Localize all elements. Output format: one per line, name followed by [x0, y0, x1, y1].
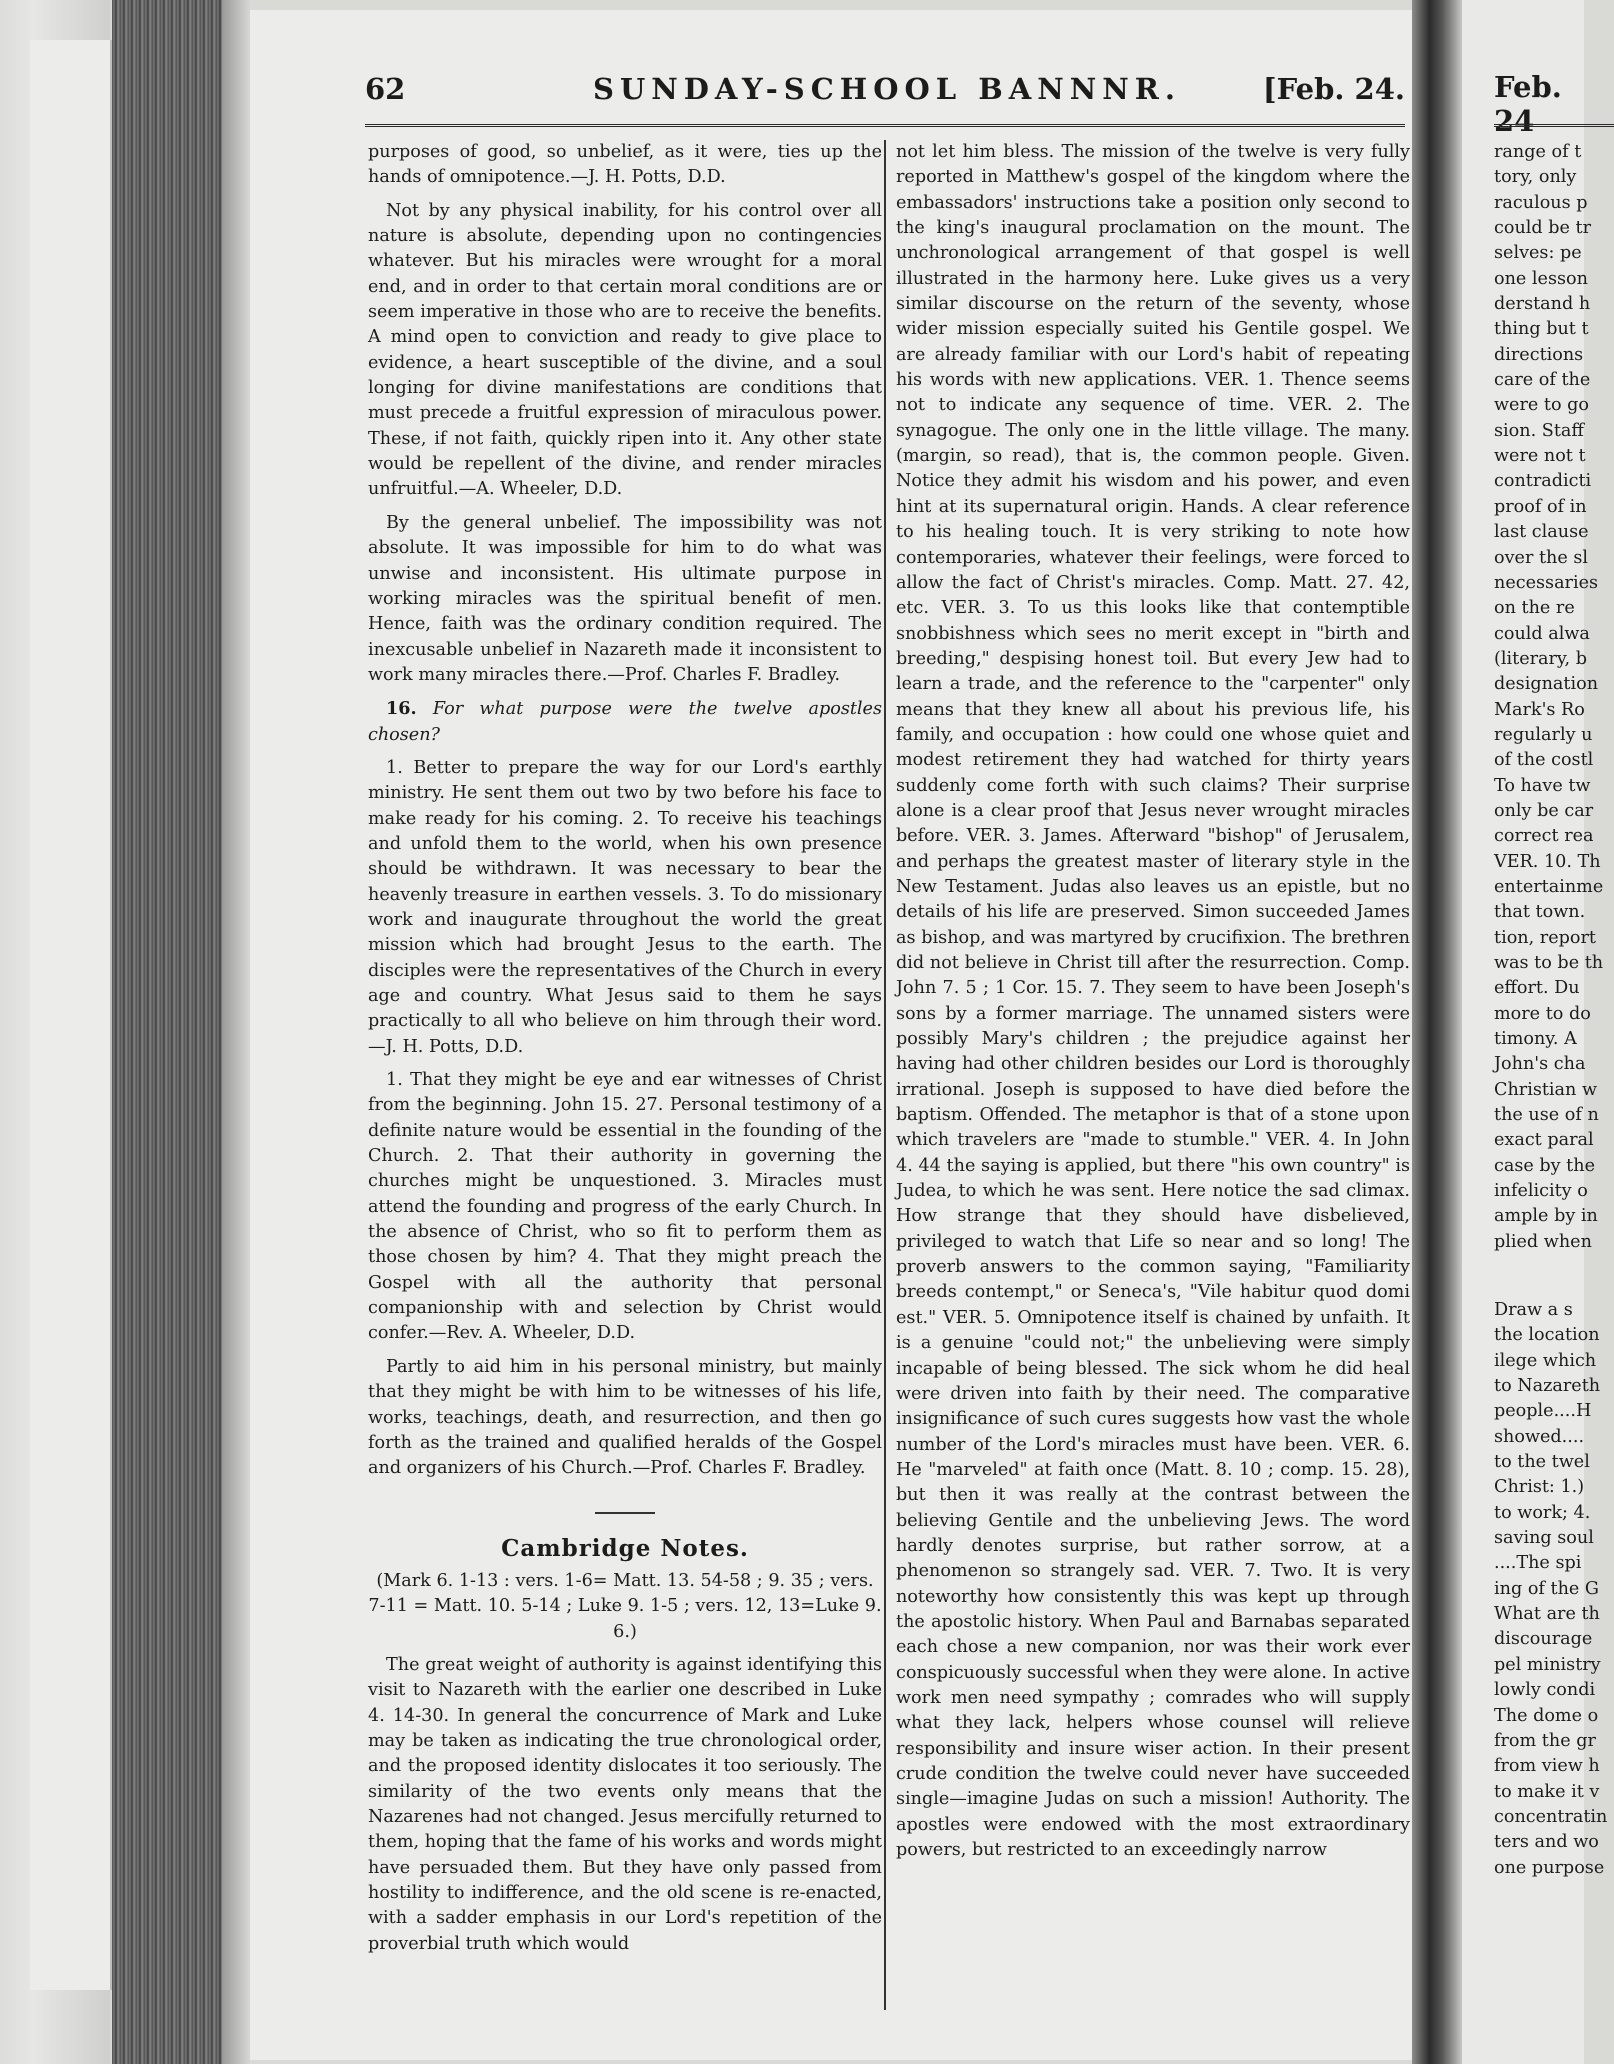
facing-page-line: on the re [1494, 598, 1575, 619]
section-heading: Cambridge Notes. [501, 1534, 749, 1562]
facing-page-line: over the sl [1494, 547, 1589, 568]
facing-page-line: showed.... [1494, 1426, 1585, 1447]
facing-page-line: only be car [1494, 800, 1594, 821]
facing-page-line: lowly condi [1494, 1680, 1596, 1701]
facing-page-line: correct rea [1494, 826, 1594, 847]
facing-page-line: that town. [1494, 902, 1586, 923]
facing-page-line: one lesson [1494, 268, 1588, 289]
facing-page-line: ters and wo [1494, 1832, 1599, 1853]
facing-page-line: to the twel [1494, 1452, 1590, 1473]
scripture-references: (Mark 6. 1-13 : vers. 1-6= Matt. 13. 54-58 ; 9. 35 ; vers. 7-11 = Matt. 10. 5-14 ; Luke 9. 1-5 ; vers. 12, 13=Luke 9. 6.) [368, 1570, 882, 1642]
paragraph: The great weight of authority is against identifying this visit to Nazareth with the earlier one described in Luke 4. 14-30. In general the concurrence of Mark and Luke may be taken as indicating the true chronological order, and the proposed identity dislocates it too seriously. The similarity of the two events only means that the Nazarenes had not changed. Jesus mercifully returned to them, hoping that the fame of his works and words might have persuaded them. But they have only passed from hostility to indifference, and the old scene is re-enacted, with a sadder emphasis in our Lord's repetition of the proverbial truth which would [368, 1654, 882, 1954]
facing-page-text-top [1494, 140, 1614, 1255]
right-column [896, 140, 1410, 2015]
facing-page-line: from the gr [1494, 1730, 1596, 1751]
facing-page-line: exact paral [1494, 1130, 1594, 1151]
facing-page-line: Mark's Ro [1494, 699, 1585, 720]
facing-page-line: the location [1494, 1325, 1600, 1346]
facing-page-line: care of the [1494, 370, 1591, 391]
facing-page-line: to Nazareth [1494, 1376, 1601, 1397]
facing-page-line: could alwa [1494, 623, 1590, 644]
facing-page-line: discourage [1494, 1629, 1593, 1650]
scanner-edge [30, 40, 112, 1990]
question-number: 16. [386, 698, 417, 720]
column-divider [884, 140, 886, 2010]
facing-page-line: people....H [1494, 1401, 1592, 1422]
facing-page-line: range of t [1494, 142, 1582, 162]
facing-page-line: proof of in [1494, 496, 1587, 517]
left-column [368, 140, 882, 2015]
facing-page-line: plied when [1494, 1231, 1592, 1252]
facing-page-line: The dome o [1494, 1705, 1599, 1726]
facing-page-line: could be tr [1494, 218, 1592, 239]
facing-page-line: John's cha [1494, 1054, 1586, 1075]
facing-page-line: the use of n [1494, 1105, 1599, 1126]
facing-page-line: Draw a s [1494, 1300, 1573, 1320]
facing-page-line: to work; 4. [1494, 1502, 1591, 1523]
facing-page-line: raculous p [1494, 192, 1588, 213]
facing-page-line: one purpose [1494, 1857, 1605, 1878]
facing-page-line: ....The spi [1494, 1553, 1582, 1574]
paragraph: 1. Better to prepare the way for our Lord's earthly ministry. He sent them out two by two before his face to make ready for his coming. 2. To receive his teachings and unfold them to the world, when his own presence should be withdrawn. It was necessary to bear the heavenly treasure in earthen vessels. 3. To do missionary work and inaugurate throughout the world the great mission which had brought Jesus to the earth. The disciples were the representatives of the Church in every age and country. What Jesus said to them he says practically to all who believe on him through their word.—J. H. Potts, D.D. [368, 757, 882, 1057]
facing-page-line: tory, only [1494, 167, 1577, 188]
facing-page-line: to make it v [1494, 1781, 1600, 1802]
paragraph: Not by any physical inability, for his control over all nature is absolute, depending upon no contingencies whatever. But his miracles were wrought for a moral end, and in order to that certain moral conditions are or seem imperative in those who are to receive the benefits. A mind open to conviction and ready to give place to evidence, a heart susceptible of the divine, and a soul longing for divine manifestations are conditions that must precede a fruitful expression of miraculous power. These, if not faith, quickly ripen into it. Any other state would be repellent of the divine, and render miracles unfruitful.—A. Wheeler, D.D. [368, 200, 882, 500]
facing-page-text-bottom [1494, 1298, 1614, 1881]
paragraph: 1. That they might be eye and ear witnesses of Christ from the beginning. John 15. 27. Personal testimony of a definite nature would be essential in the founding of the Church. 2. That their authority in governing the churches might be unquestioned. 3. Miracles must attend the founding and progress of the early Church. In the absence of Christ, who so fit to perform them as those chosen by him? 4. That they might preach the Gospel with all the authority that personal companionship with and selection by Christ would confer.—Rev. A. Wheeler, D.D. [368, 1070, 882, 1344]
facing-page-line: Christ: 1.) [1494, 1477, 1585, 1498]
facing-page-line: case by the [1494, 1155, 1595, 1176]
facing-page-line: directions [1494, 344, 1584, 365]
facing-page-line: thing but t [1494, 319, 1589, 340]
facing-page-line: ing of the G [1494, 1578, 1599, 1599]
facing-page-line: timony. A [1494, 1029, 1577, 1050]
page-number: 62 [365, 72, 406, 106]
paragraph: not let him bless. The mission of the twelve is very fully reported in Matthew's gospel of the kingdom where the embassadors' instructions take a position only second to the king's inaugural proclamation on the mount. The unchronological arrangement of that gospel is well illustrated in the harmony here. Luke gives us a very similar discourse on the return of the seventy, whose wider mission especially suited his Gentile gospel. We are already familiar with our Lord's habit of repeating his words with new applications. VER. 1. Thence seems not to indicate any sequence of time. VER. 2. The synagogue. The only one in the little village. The many. (margin, so read), that is, the common people. Given. Notice they admit his wisdom and his power, and even hint at its supernatural origin. Hands. A clear reference to his healing touch. It is very striking to note how contemporaries, whatever their feelings, were forced to allow the fact of Christ's miracles. Comp. Matt. 27. 42, etc. VER. 3. To us this looks like that contemptible snobbishness which sees no merit except in "birth and breeding," despising honest toil. But every Jew had to learn a trade, and the reference to the "carpenter" only means that they knew all about his previous life, his family, and occupation : how could one whose quiet and modest retirement they had watched for thirty years suddenly come forth with such claims? Their surprise alone is a clear proof that Jesus never wrought miracles before. VER. 3. James. Afterward "bishop" of Jerusalem, and perhaps the greatest master of literary style in the New Testament. Judas also leaves us an epistle, but no details of his life are preserved. Simon succeeded James as bishop, and was martyred by crucifixion. The brethren did not believe in Christ till after the resurrection. Comp. John 7. 5 ; 1 Cor. 15. 7. They seem to have been Joseph's sons by a former marriage. The unnamed sisters were possibly Mary's children ; the prejudice against her having had other children besides our Lord is thoroughly irrational. Joseph is supposed to have died before the baptism. Offended. The metaphor is that of a stone upon which travelers are "made to stumble." VER. 4. In John 4. 44 the saying is applied, but there "his own country" is Judea, to which he was sent. Here notice the sad climax. How strange that they should have disbelieved, privileged to watch that Life so near and so long! The proverb answers to the common saying, "Familiarity breeds contempt," or Seneca's, "Vile habitur quod domi est." VER. 5. Omnipotence itself is chained by unfaith. It is a genuine "could not;" the unbelieving were simply incapable of being blessed. The sick whom he did heal were driven into faith by their need. The comparative insignificance of such cures suggests how vast the whole number of the Lord's miracles must have been. VER. 6. He "marveled" at faith once (Matt. 8. 10 ; comp. 15. 28), but then it was really at the contrast between the believing Gentile and the unbelieving Jews. The word hardly denotes surprise, but rather sorrow, at a phenomenon so strangely sad. VER. 7. Two. It is very noteworthy how consistently this was kept up through the apostolic history. When Paul and Barnabas separated each chose a new companion, nor was their work ever conspicuously successful when they were alone. In active work men need sympathy ; comrades who will supply what they lack, helpers whose counsel will relieve responsibility and insure wiser action. In their present crude condition the twelve could never have succeeded single—imagine Judas on such a mission! Authority. The apostles were endowed with the most extraordinary powers, but restricted to an exceedingly narrow [896, 142, 1410, 1861]
facing-page-line: were to go [1494, 395, 1589, 416]
facing-page-line: from view h [1494, 1756, 1600, 1777]
paragraph: By the general unbelief. The impossibility was not absolute. It was impossible for him to do what was unwise and inconsistent. His ultimate purpose in working miracles was the spiritual benefit of men. Hence, faith was the ordinary condition required. The inexcusable unbelief in Nazareth made it inconsistent to work many miracles there.—Prof. Charles F. Bradley. [368, 512, 882, 685]
facing-page-line: pel ministry [1494, 1654, 1601, 1675]
facing-page-line: effort. Du [1494, 978, 1580, 999]
question [368, 696, 882, 748]
section-separator [595, 1512, 655, 1514]
facing-page-line: regularly u [1494, 724, 1593, 745]
facing-page-rule [1494, 124, 1614, 130]
facing-page-line: necessaries [1494, 572, 1599, 593]
facing-page-line: To have tw [1494, 775, 1591, 796]
page-date: [Feb. 24. [1262, 72, 1405, 106]
facing-page-line: infelicity o [1494, 1181, 1588, 1202]
facing-page-line: concentratin [1494, 1806, 1608, 1827]
facing-page-line: were not t [1494, 446, 1586, 467]
facing-page-line: contradicti [1494, 471, 1592, 492]
page-edges [112, 0, 222, 2064]
facing-page-line: ample by in [1494, 1206, 1598, 1227]
facing-page [1462, 0, 1608, 2064]
question-text: For what purpose were the twelve apostles chosen? [368, 699, 882, 745]
facing-page-line: entertainme [1494, 876, 1604, 897]
facing-page-line: designation [1494, 674, 1599, 695]
paragraph: purposes of good, so unbelief, as it were, ties up the hands of omnipotence.—J. H. Potts, D.D. [368, 142, 882, 188]
facing-page-line: Christian w [1494, 1079, 1598, 1100]
facing-page-line: of the costl [1494, 750, 1594, 771]
page-edges-fade [222, 0, 252, 2064]
facing-page-line: What are th [1494, 1604, 1600, 1625]
facing-page-line: derstand h [1494, 294, 1591, 315]
paragraph: Partly to aid him in his personal ministry, but mainly that they might be with him to be witnesses of his life, works, teachings, death, and resurrection, and then go forth as the trained and qualified heralds of the Gospel and organizers of his Church.—Prof. Charles F. Bradley. [368, 1356, 882, 1479]
facing-page-line: tion, report [1494, 927, 1596, 948]
facing-page-line: ilege which [1494, 1350, 1597, 1371]
facing-page-header: Feb. 24 [1494, 70, 1562, 138]
facing-page-line: VER. 10. Th [1494, 851, 1601, 872]
facing-page-line: was to be th [1494, 953, 1604, 973]
facing-page-line: last clause [1494, 522, 1589, 543]
facing-page-line: selves: pe [1494, 243, 1582, 264]
facing-page-line: more to do [1494, 1003, 1591, 1024]
facing-page-line: saving soul [1494, 1528, 1594, 1549]
facing-page-line: (literary, b [1494, 648, 1587, 669]
facing-page-line: sion. Staff [1494, 420, 1584, 441]
page-header [365, 68, 1405, 127]
book-gutter [1412, 0, 1462, 2064]
page-title: SUNDAY-SCHOOL BANNNR. [593, 72, 1181, 106]
